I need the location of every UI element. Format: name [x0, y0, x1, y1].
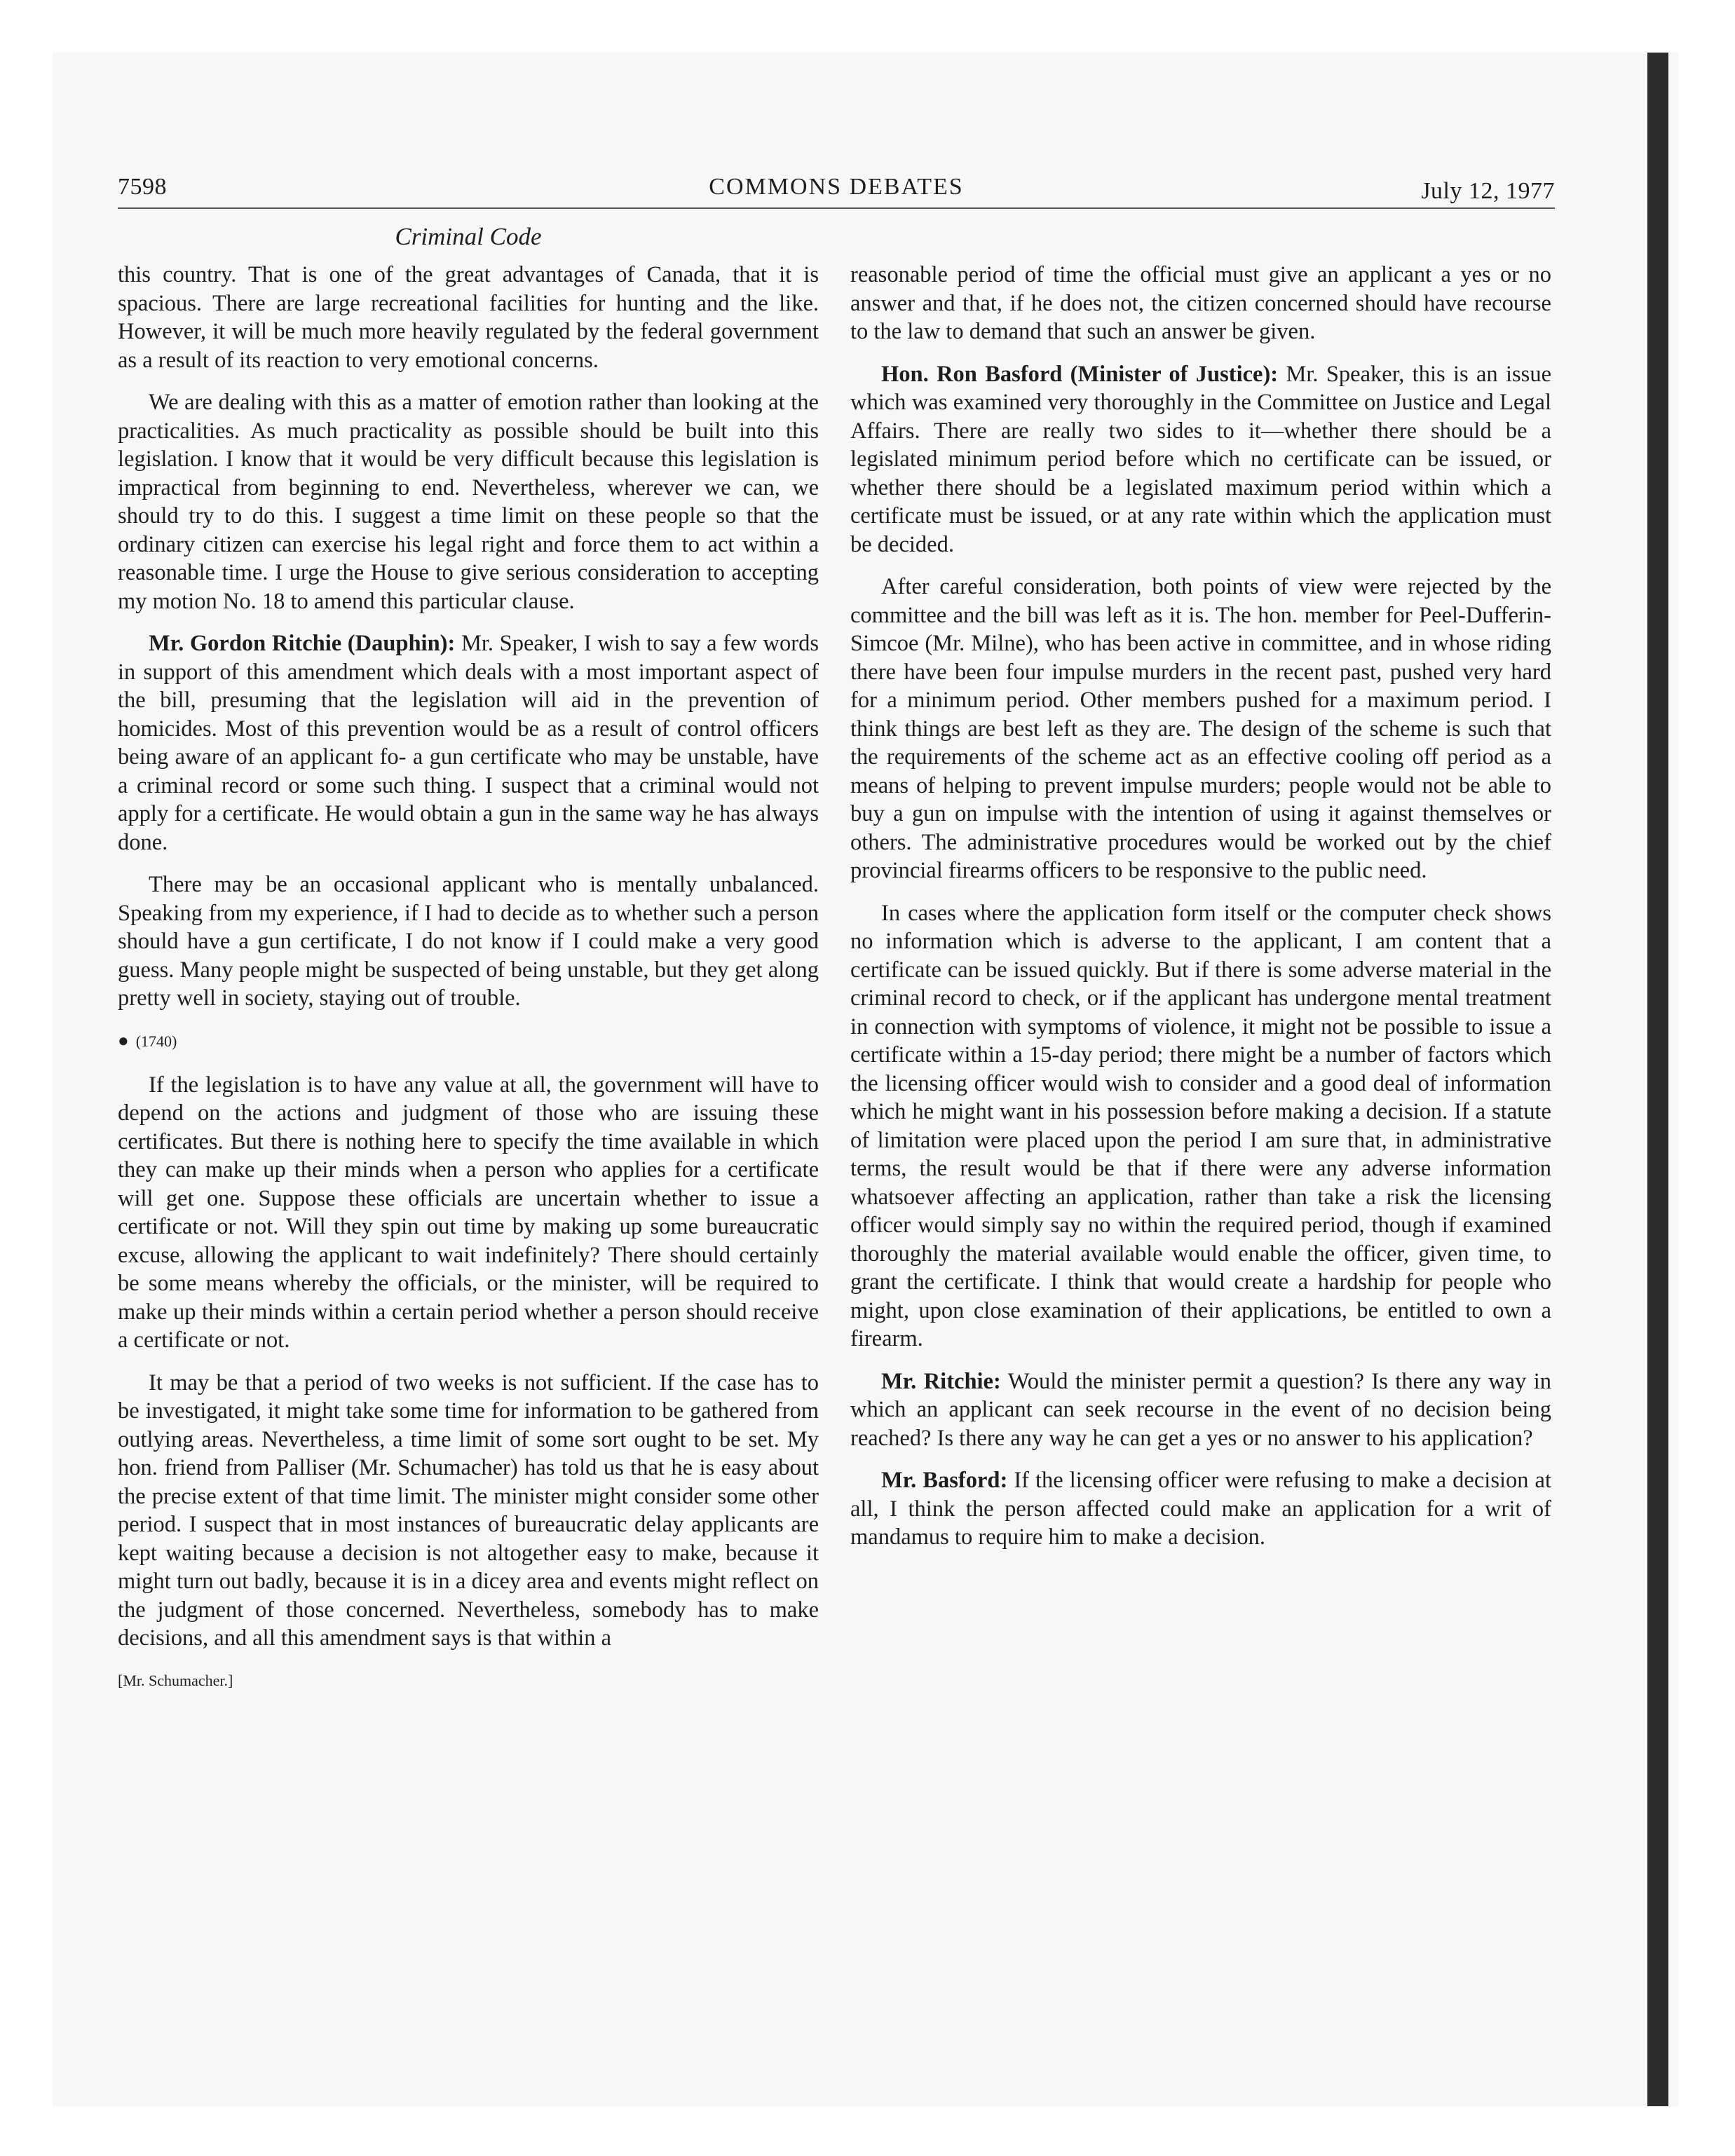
- paragraph: In cases where the application form itself or the computer check shows no information which is adverse to the applicant, I am content that a certificate can be issued quickly. But if there is some adverse material in the criminal record to check, or if the applicant has undergone mental treatment in connection with symptoms of violence, it might not be possible to issue a certificate within a 15-day period; there might be a number of factors which the licensing officer would wish to consider and a good deal of information which he might want in his possession before making a decision. If a statute of limitation were placed upon the period I am sure that, in administrative terms, the result would be that if there were any adverse information whatsoever affecting an application, rather than take a risk the licensing officer would simply say no within the required period, though if examined thoroughly the material available would enable the officer, given time, to grant the certificate. I think that would create a hardship for people who might, upon close examination of their applications, be entitled to own a firearm.: [850, 900, 1551, 1351]
- speech-text: Mr. Speaker, I wish to say a few words in support of this amendment which deals with a most important aspect of the bill, presuming that the legislation will aid in the prevention of homicides. Most of this prevention would be as a result of control officers being aware of an applicant fo- a gun certificate who may be unstable, have a criminal record or some such thing. I suspect that a criminal would not apply for a certificate. He would obtain a gun in the same way he has always done.: [118, 631, 819, 855]
- speech-text: If the licensing officer were refusing to make a decision at all, I think the person affected could make an application for a writ of mandamus to require him to make a decision.: [850, 1468, 1551, 1550]
- paragraph: [850, 1466, 1551, 1552]
- speech-text: Mr. Speaker, this is an issue which was examined very thoroughly in the Committee on Justice and Legal Affairs. There are really two sides to it—whether there should be a legislated minimum period before which no certificate can be issued, or whether there should be a legislated maximum period within which a certificate must be issued, or at any rate within which the application must be decided.: [850, 361, 1552, 557]
- speaker-attribution: [Mr. Schumacher.]: [118, 1671, 233, 1689]
- time-marker: [118, 1027, 819, 1056]
- paragraph: this country. That is one of the great advantages of Canada, that it is spacious. There are large recreational facilities for hunting and the like. However, it will be much more heavily regulated by the federal government as a result of its reaction to very emotional concerns.: [118, 262, 819, 373]
- paragraph: [850, 360, 1551, 559]
- paragraph: If the legislation is to have any value at all, the government will have to depend on the actions and judgment of those who are issuing these certificates. But there is nothing here to specify the time available in which they can make up their minds when a person who applies for a certificate will get one. Suppose these officials are uncertain whether to issue a certificate or not. Will they spin out time by making up some bureaucratic excuse, allowing the applicant to wait indefinitely? There should certainly be some means whereby the officials, or the minister, will be required to make up their minds within a certain period whether a person should receive a certificate or not.: [118, 1072, 819, 1353]
- paragraph: [118, 629, 819, 857]
- header-rule: [118, 207, 1555, 209]
- paragraph: It may be that a period of two weeks is not sufficient. If the case has to be investigated, it might take some time for information to be gathered from outlying areas. Nevertheless, a time limit of some sort ought to be set. My hon. friend from Palliser (Mr. Schumacher) has told us that he is easy about the precise extent of that time limit. The minister might consider some other period. I suspect that in most instances of bureaucratic delay applicants are kept waiting because a decision is not altogether easy to make, because it might turn out badly, because it is in a dicey area and events might reflect on the judgment of those concerned. Nevertheless, somebody has to make decisions, and all this amendment says is that within a: [118, 1370, 819, 1651]
- speaker-name: Mr. Gordon Ritchie (Dauphin):: [149, 631, 456, 656]
- section-title: Criminal Code: [395, 223, 542, 250]
- left-column: [118, 261, 819, 1695]
- bullet-icon: ●: [118, 1030, 129, 1051]
- page-number: 7598: [118, 174, 167, 200]
- publication-date: July 12, 1977: [1421, 178, 1555, 204]
- scan-edge-shadow: [1647, 53, 1668, 2106]
- right-column: [850, 261, 1551, 1566]
- paragraph: We are dealing with this as a matter of emotion rather than looking at the practicalities. As much practicality as possible should be built into this legislation. I know that it would be very difficult because this legislation is impractical from beginning to end. Nevertheless, wherever we can, we should try to do this. I suggest a time limit on these people so that the ordinary citizen can exercise his legal right and force them to act within a reasonable time. I urge the House to give serious consideration to accepting my motion No. 18 to amend this particular clause.: [118, 390, 819, 614]
- page-header: [118, 174, 1555, 207]
- speaker-name: Mr. Basford:: [881, 1468, 1008, 1493]
- time-marker-label: (1740): [135, 1032, 177, 1050]
- publication-title: COMMONS DEBATES: [709, 174, 964, 200]
- paragraph: After careful consideration, both points of view were rejected by the committee and the bill was left as it is. The hon. member for Peel-Dufferin-Simcoe (Mr. Milne), who has been active in committee, and in whose riding there have been four impulse murders in the recent past, pushed very hard for a minimum period. Other members pushed for a maximum period. I think things are best left as they are. The design of the scheme is such that the requirements of the scheme act as an effective cooling off period as a means of helping to prevent impulse murders; people would not be able to buy a gun on impulse with the intention of using it against themselves or others. The administrative procedures would be worked out by the chief provincial firearms officers to be responsive to the public need.: [850, 574, 1551, 883]
- paragraph: [850, 1367, 1551, 1453]
- speaker-name: Mr. Ritchie:: [881, 1368, 1001, 1394]
- speech-text: Would the minister permit a question? Is there any way in which an applicant can seek recourse in the event of no decision being reached? Is there any way he can get a yes or no answer to his application?: [850, 1368, 1552, 1451]
- paragraph: reasonable period of time the official must give an applicant a yes or no answer and that, if he does not, the citizen concerned should have recourse to the law to demand that such an answer be given.: [850, 262, 1551, 344]
- speaker-name: Hon. Ron Basford (Minister of Justice):: [881, 361, 1279, 387]
- paragraph: There may be an occasional applicant who is mentally unbalanced. Speaking from my experience, if I had to decide as to whether such a person should have a gun certificate, I do not know if I could make a very good guess. Many people might be suspected of being unstable, but they get along pretty well in society, staying out of trouble.: [118, 872, 819, 1011]
